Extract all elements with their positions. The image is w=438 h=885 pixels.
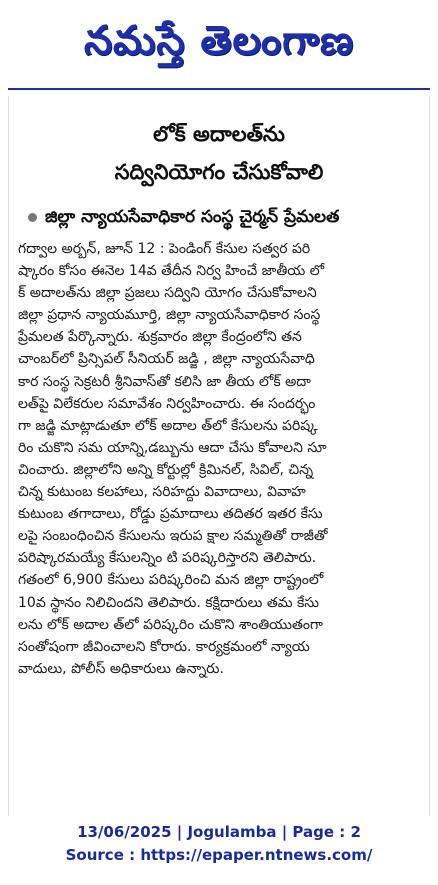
body-line: లపై సంబంధించిన కేసులను ఇరుప క్షాల సమ్మతితో రాజీతో xyxy=(18,528,328,545)
body-line: కుటుంబ తగాదాలు, రోడ్డు ప్రమాదాలు తదితర ఇతర కేసు xyxy=(18,506,323,523)
masthead xyxy=(0,0,438,92)
newspaper-title: నమస్తే తెలంగాణ xyxy=(83,18,355,64)
body-line: రిం చుకొని సమ యాన్ని,డబ్బును ఆదా చేసు కోవాలని సూ xyxy=(18,439,327,456)
bullet-icon xyxy=(28,213,37,222)
body-line: సంతోషంగా జీవించాలని కోరారు. కార్యక్రమంలో న్యాయ xyxy=(18,638,310,655)
body-line: గా జడ్జి మాట్లాడుతూ లోక్ అదాల త్‌లో కేసులను పరిష్క xyxy=(18,417,318,434)
body-line: జిల్లా ప్రధాన న్యాయమూర్తి, జిల్లా న్యాయసేవాధికార సంస్థ xyxy=(18,307,321,324)
body-line: క్ అదాలత్‌ను జిల్లా ప్రజలు సద్విని యోగం చేసుకోవాలని xyxy=(18,285,317,302)
body-line: లను లోక్ అదాల త్‌లో పరిష్కరిం చుకొని శాంతియుతంగా xyxy=(18,616,323,633)
body-line: 10వ స్థానం నిలిచిందని తెలిపారు. కక్షిదారులు తమ కేసు xyxy=(18,594,319,611)
footer-date-edition[interactable]: 13/06/2025 | Jogulamba | Page : 2 xyxy=(77,823,361,841)
article-body xyxy=(18,238,416,680)
subheading xyxy=(28,207,433,231)
body-line: పరిష్కారమయ్యే కేసులన్నిం టి పరిష్కరిస్తారని తెలిపారు. xyxy=(18,550,317,567)
body-line: వాదులు, పోలీస్ అధికారులు ఉన్నారు. xyxy=(18,660,224,677)
body-line: కార సంస్థ సెక్రటరీ శ్రీనివాస్‌తో కలిసి జా తీయ లోక్ అదా xyxy=(18,373,311,390)
footer-source-link[interactable]: Source : https://epaper.ntnews.com/ xyxy=(65,846,373,864)
body-line: ప్రేమలత పేర్కొన్నారు. శుక్రవారం జిల్లా కేంద్రంలోని తన xyxy=(18,329,302,346)
body-line: చాంబర్‌లో ప్రిన్సిపల్ సీనియర్ జడ్జి , జిల్లా న్యాయసేవాధి xyxy=(18,351,315,368)
masthead-divider xyxy=(8,88,430,90)
subheading-text: జిల్లా న్యాయసేవాధికార సంస్థ చైర్మన్ ప్రేమలత xyxy=(45,207,340,227)
body-line: ష్కారం కోసం ఈనెల 14వ తేదీన నిర్వ హించే జాతీయ లో xyxy=(18,263,325,280)
body-line: గద్వాల అర్బన్, జూన్ 12 : పెండింగ్ కేసుల సత్వర పరి xyxy=(18,241,311,257)
body-line: గతంలో 6,900 కేసులు పరిష్కరించి మన జిల్లా రాష్ట్రంలో xyxy=(18,572,324,589)
headline-line-1: లోక్ అదాలత్‌ను xyxy=(153,122,285,146)
body-line: చిన్న కుటుంబ కలహాలు, సరిహద్దు వివాదాలు, వివాహ xyxy=(18,484,306,501)
body-line: లత్‌పై విలేకరుల సమావేశం నిర్వహించారు. ఈ సందర్భం xyxy=(18,395,316,412)
headline-line-2: సద్వినియోగం చేసుకోవాలి xyxy=(114,160,324,184)
body-line: చించారు. జిల్లాలోని అన్ని కోర్టుల్లో క్రిమినల్, సివిల్, చిన్న xyxy=(18,461,314,478)
